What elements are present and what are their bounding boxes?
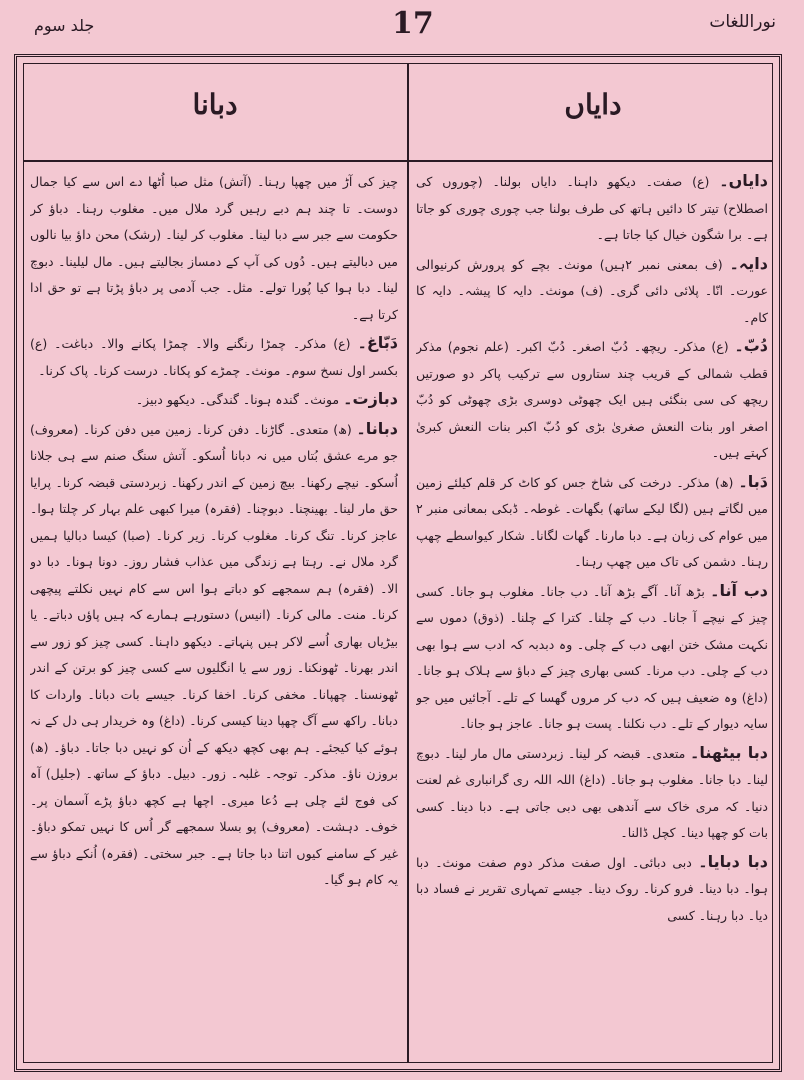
entry-headword: دبا بیٹھنا۔: [689, 742, 768, 762]
entry-text: (ع) صفت۔ دیکھو داہنا۔ دایاں بولنا۔ (چوروں کی اصطلاح) تیتر کا دائیں ہاتھ کی طرف بولنا جب چوری چوری کو جاتا ہے۔ برا شگون خیال کیا جاتا ہے۔: [416, 174, 768, 242]
entry-headword: دبازت۔: [343, 389, 398, 408]
page-frame: [14, 54, 782, 1072]
entry-text: (ع) مذکر۔ ریچھ۔ دُبّ اصغر۔ دُبّ اکبر۔ (علم نجوم) مذکر قطب شمالی کے قریب چند ستاروں سے ترکیب پاکر دو صورتیں ریچھ کی سی بنگئی ہیں ایک چھوٹی دوسری بڑی چھوٹی کو دُبّ اصغر اور بنات النعش صغریٰ بڑی کو دُبّ اکبر بنات النعش کبریٰ کہتے ہیں۔: [416, 339, 768, 460]
book-title: نوراللغات: [709, 12, 776, 32]
left-column-text: [30, 168, 398, 1056]
running-header: [20, 6, 784, 50]
dictionary-entry: [30, 168, 398, 328]
page-frame-inner: [23, 63, 773, 1063]
entry-headword: دب آنا۔: [710, 580, 768, 600]
entry-headword: دُبّ۔: [734, 336, 768, 355]
entry-headword: دبا دبایا۔: [698, 851, 768, 871]
dictionary-entry: [416, 578, 768, 738]
entry-text: (ف بمعنی نمبر ۲ہیں) مونث۔ بچے کو پرورش کرنیوالی عورت۔ انّا۔ پلائی دائی گری۔ (ف) مونث۔ دایہ کا پیشہ۔ دایہ کا کام۔: [416, 256, 768, 325]
entry-text: متعدی۔ قبضہ کر لینا۔ زبردستی مال مار لینا۔ دبوچ لینا۔ دبا جانا۔ مغلوب ہو جانا۔ (داغ) اللہ اللہ ری گرانباری غم لعنت دنیا۔ کہ مری خاک سے آندھی بھی دبی جاتی ہے۔ دبا دینا۔ کسی بات کو چھپا دینا۔ کچل ڈالنا۔: [416, 745, 768, 840]
left-column-heading: دبانا: [192, 88, 238, 121]
entry-text: (ھ) متعدی۔ گاڑنا۔ دفن کرنا۔ زمین میں دفن کرنا۔ (معروف) جو مرے عشق بُتاں میں نہ دبانا اُسکو۔ آتش سنگ صنم سے ہی جلانا اُسکو۔ نیچے رکھنا۔ بیچ زمین کے اندر رکھنا۔ زبردستی قبضہ کرنا۔ پرایا حق مار لینا۔ بھینچنا۔ دبوچنا۔ (فقرہ) میرا کبھی علم بہار کر چلتا ہوا۔ عاجز کرنا۔ تنگ کرنا۔ مغلوب کرنا۔ زیر کرنا۔ (صبا) کیسا دبالیا ہمیں گرد ملال نے۔ رہتا ہے زندگی میں عذاب فشار روز۔ دونا ہونا۔ دبا دو الا۔ (فقرہ) ہم سمجھے کو دباتے ہوا اس سے کام نہیں نکلتے پیچھی کرنا۔ منت۔ مالی کرنا۔ (انیس) دستورہے ہمارے کہ ہیں پاؤں دباتے۔ یا بیڑیاں بھاری اُسے لاکر ہیں پنہاتے۔ دیکھو داہنا۔ کسی چیز کو زور سے اندر بھرنا۔ ٹھونکنا۔ زور سے یا انگلیوں سے کسی چیز کو برتن کے اندر ٹھونسنا۔ چھپانا۔ مخفی کرنا۔ اخفا کرنا۔ جیسے بات دبانا۔ واردات کا دبانا۔ راکھ سے آگ چھپا دینا کیسی کرنا۔ (داغ) وہ خریدار ہی دل کے نہ ہوئے کیا کیجئے۔ ہم بھی کچھ دیکھ کے اُن کو نہیں دبا جاتا۔ دباؤ۔ (ھ) بروزن ناؤ۔ مذکر۔ توجہ۔ غلبہ۔ زور۔ دبیل۔ دباؤ کے ساتھ۔ (جلیل) آہ کی فوج لئے چلی ہے دُعا میری۔ اچھا ہے کچھ دباؤ پڑے آسمان پر۔ خوف۔ دہشت۔ (معروف) پو بسلا سمجھے گر اُس کا نہیں تمکو دباؤ۔ غیر کے سامنے کیوں اتنا دبا جاتا ہے۔ جبر سختی۔ (فقرہ) اُنکے دباؤ سے یہ کام ہو گیا۔: [30, 421, 398, 887]
dictionary-entry: [416, 740, 768, 847]
dictionary-entry: [30, 386, 398, 414]
entry-text: مونث۔ گندہ ہونا۔ گندگی۔ دیکھو دبیز۔: [135, 392, 340, 407]
dictionary-entry: [416, 333, 768, 467]
entry-text: بڑھ آنا۔ آگے بڑھ آنا۔ دب جانا۔ مغلوب ہو جانا۔ کسی چیز کے نیچے آ جانا۔ دب کے چلنا۔ کترا کے چلنا۔ (ذوق) دموں سے نکہت مشک ختن ابھی دب کے چلی۔ وہ دبدبہ کہ ادب سے ہوا بھی دب کے چلی۔ دب مرنا۔ کسی بھاری چیز کے دباؤ سے ہلاک ہو جانا۔ (داغ) وہ ضعیف ہیں کہ دب کر مروں گھسا کے تلے۔ آجائیں میں جو سایہ دیوار کے تلے۔ دب نکلنا۔ پست ہو جانا۔ عاجز ہو جانا۔: [416, 583, 768, 731]
page-number: 17: [392, 6, 434, 41]
volume-label: جلد سوم: [34, 16, 95, 35]
dictionary-entry: [416, 849, 768, 930]
entry-text: (ھ) مذکر۔ درخت کی شاخ جس کو کاٹ کر قلم کیلئے زمین میں لگاتے ہیں (لگا لیکے ساتھ) بگھات۔ غوطہ۔ ڈبکی بمعانی منبر ۲ میں عوام کی زبان ہے۔ دبا مارنا۔ گھات لگانا۔ شکار کیواسطے چھپ رہنا۔ دشمن کی تاک میں چھپ رہنا۔: [416, 474, 768, 569]
column-divider: [407, 64, 409, 1062]
entry-text: (ع) مذکر۔ چمڑا رنگنے والا۔ چمڑا پکانے والا۔ دباغت۔ (ع) بکسر اول نسخ سوم۔ مونث۔ چمڑے کو پکانا۔ درست کرنا۔ پاک کرنا۔: [30, 336, 398, 378]
right-column-heading: دایاں: [564, 88, 622, 121]
dictionary-entry: [416, 469, 768, 576]
dictionary-entry: [30, 330, 398, 384]
column-headings: [24, 64, 772, 162]
entry-headword: دایاں۔: [719, 171, 768, 190]
entry-text: دبی دبائی۔ اول صفت مذکر دوم صفت مونث۔ دبا ہوا۔ دبا دینا۔ فرو کرنا۔ روک دینا۔ جیسے تمہاری تقریر نے فساد دبا دیا۔ دبا رہنا۔ کسی: [416, 854, 768, 923]
right-column-text: [416, 168, 768, 1056]
entry-text: چیز کی آڑ میں چھپا رہنا۔ (آتش) مثل صبا اُٹھا دے اس سے کیا جمال دوست۔ تا چند ہم دبے رہیں گرد ملال میں۔ مغلوب رہنا۔ دباؤ کر حکومت سے جبر سے دبا لینا۔ مغلوب کر لینا۔ (رشک) محن داؤ بیا نالوں میں دبالیتے ہیں۔ دُوں کی آپ کے دمساز بجالیتے ہیں۔ مال لیلینا۔ دبوچ لینا۔ دبا ہوا کیا پُورا تولے۔ مثل۔ جب آدمی پر دباؤ پڑتا ہے تو حق ادا کرتا ہے۔: [30, 174, 398, 322]
dictionary-entry: [30, 416, 398, 894]
entry-headword: دبانا۔: [356, 418, 398, 438]
entry-headword: دایہ۔: [729, 253, 768, 273]
entry-headword: دَبا۔: [738, 471, 768, 491]
entry-headword: دَبّاغ۔: [357, 333, 398, 352]
dictionary-entry: [416, 168, 768, 249]
dictionary-entry: [416, 251, 768, 332]
